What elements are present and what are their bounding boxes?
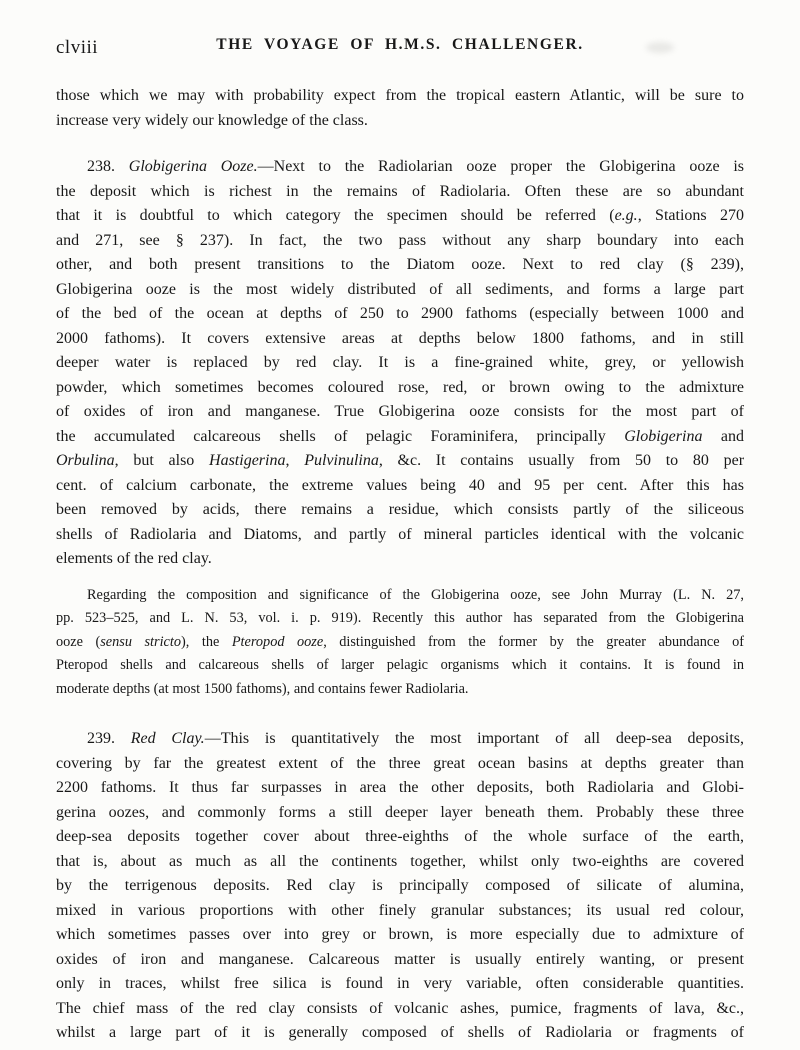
page-header bbox=[56, 36, 744, 60]
plain-text: 2000 fathoms). It covers extensive areas at depths below 1800 fathoms, and in still bbox=[56, 329, 744, 347]
plain-text: that it is doubtful to which category the specimen should be referred ( bbox=[56, 207, 615, 224]
text-line bbox=[56, 752, 744, 777]
text-line bbox=[56, 631, 744, 655]
text-line bbox=[56, 801, 744, 826]
text-line bbox=[56, 376, 744, 401]
plain-text: , bbox=[285, 452, 305, 469]
plain-text: , &c. It contains usually from 50 to 80 per bbox=[378, 452, 745, 469]
text-line bbox=[56, 997, 744, 1022]
paragraph-section bbox=[56, 155, 744, 572]
text-line bbox=[56, 899, 744, 924]
text-line bbox=[56, 523, 744, 548]
plain-text: deep-sea deposits together cover about three-eighths of the whole surface of the earth, bbox=[56, 828, 744, 845]
plain-text: moderate depths (at most 1500 fathoms), and contains fewer Radiolaria. bbox=[56, 680, 469, 697]
italic-text: e.g. bbox=[614, 207, 638, 224]
page-number: clviii bbox=[56, 37, 99, 58]
italic-text: sensu stricto bbox=[100, 633, 182, 650]
plain-text: deeper water is replaced by red clay. It is a fine-grained white, grey, or yellowish bbox=[56, 354, 744, 371]
plain-text: shells of Radiolaria and Diatoms, and partly of mineral particles identical with the volcanic bbox=[56, 525, 744, 543]
plain-text: , but also bbox=[114, 452, 210, 469]
plain-text: whilst a large part of it is generally composed of shells of Radiolaria or fragments of bbox=[56, 1024, 744, 1041]
italic-text: Pulvinulina bbox=[304, 452, 379, 469]
plain-text: elements of the red clay. bbox=[56, 550, 212, 567]
text-line bbox=[56, 253, 744, 278]
text-line bbox=[56, 607, 744, 631]
text-line bbox=[56, 351, 744, 376]
paragraph-opening bbox=[56, 84, 744, 133]
plain-text: of oxides of iron and manganese. True Globigerina ooze consists for the most part of bbox=[56, 403, 744, 420]
plain-text: The chief mass of the red clay consists of volcanic ashes, pumice, fragments of lava, &c., bbox=[56, 999, 744, 1017]
italic-text: Orbulina bbox=[56, 452, 115, 469]
plain-text: , Stations 270 bbox=[637, 207, 744, 224]
plain-text: ), the bbox=[181, 633, 232, 650]
text-line bbox=[56, 425, 744, 450]
text-line bbox=[56, 654, 744, 678]
plain-text: cent. of calcium carbonate, the extreme values being 40 and 95 per cent. After this has bbox=[56, 476, 744, 494]
text-line bbox=[56, 327, 744, 352]
plain-text: been removed by acids, there remains a residue, which consists partly of the siliceous bbox=[56, 501, 744, 518]
plain-text: increase very widely our knowledge of the class. bbox=[56, 111, 368, 129]
italic-text: Globigerina Ooze. bbox=[128, 158, 258, 175]
text-line bbox=[56, 850, 744, 875]
text-line bbox=[56, 204, 744, 229]
text-line bbox=[56, 229, 744, 254]
plain-text: that is, about as much as all the continents together, whilst only two-eighths are covered bbox=[56, 852, 744, 870]
text-line bbox=[56, 584, 744, 608]
plain-text: 238. bbox=[87, 158, 129, 175]
italic-text: Globigerina bbox=[624, 427, 703, 445]
text-block bbox=[56, 84, 744, 1046]
plain-text: those which we may with probability expect from the tropical eastern Atlantic, will be sure to bbox=[56, 87, 744, 104]
text-line bbox=[56, 278, 744, 303]
plain-text: and 271, see § 237). In fact, the two pass without any sharp boundary into each bbox=[56, 231, 744, 249]
text-line bbox=[56, 84, 744, 109]
plain-text: pp. 523–525, and L. N. 53, vol. i. p. 919). Recently this author has separated from the Globigerina bbox=[56, 610, 744, 626]
text-line bbox=[56, 923, 744, 948]
text-line bbox=[56, 972, 744, 997]
plain-text: powder, which sometimes becomes coloured rose, red, or brown owing to the admixture bbox=[56, 378, 744, 396]
paragraph-section bbox=[56, 727, 744, 1046]
plain-text: Globigerina ooze is the most widely distributed of all sediments, and forms a large part bbox=[56, 280, 744, 298]
text-line bbox=[56, 547, 744, 572]
plain-text: —Next to the Radiolarian ooze proper the Globigerina ooze is bbox=[257, 158, 745, 175]
plain-text: of the bed of the ocean at depths of 250 to 2900 fathoms (especially between 1000 and bbox=[56, 305, 744, 322]
italic-text: Hastigerina bbox=[209, 452, 286, 469]
plain-text: covering by far the greatest extent of the three great ocean basins at depths greater than bbox=[56, 754, 744, 772]
italic-text: Red Clay. bbox=[130, 730, 205, 747]
plain-text: —This is quantitatively the most important of all deep-sea deposits, bbox=[204, 730, 744, 747]
plain-text: Regarding the composition and significance of the Globigerina ooze, see John Murray (L. N. 27, bbox=[87, 586, 744, 603]
text-line bbox=[56, 727, 744, 752]
text-line bbox=[56, 1021, 744, 1046]
text-line bbox=[56, 874, 744, 899]
plain-text: only in traces, whilst free silica is found in very variable, often considerable quantities. bbox=[56, 975, 744, 992]
plain-text: Pteropod shells and calcareous shells of larger pelagic organisms which it contains. It is found in bbox=[56, 657, 744, 673]
plain-text: oxides of iron and manganese. Calcareous matter is usually entirely wanting, or present bbox=[56, 950, 744, 968]
paragraph-smallprint bbox=[56, 584, 744, 702]
text-line bbox=[56, 948, 744, 973]
text-line bbox=[56, 109, 744, 134]
plain-text: ooze ( bbox=[56, 633, 101, 650]
italic-text: Pteropod ooze bbox=[231, 633, 324, 650]
text-line bbox=[56, 302, 744, 327]
plain-text: 2200 fathoms. It thus far surpasses in area the other deposits, both Radiolaria and Globi- bbox=[56, 779, 744, 796]
text-line bbox=[56, 180, 744, 205]
plain-text: the deposit which is richest in the remains of Radiolaria. Often these are so abundant bbox=[56, 182, 744, 200]
text-line bbox=[56, 678, 744, 702]
plain-text: 239. bbox=[87, 730, 131, 747]
plain-text: and bbox=[702, 427, 744, 445]
text-line bbox=[56, 400, 744, 425]
plain-text: other, and both present transitions to the Diatom ooze. Next to red clay (§ 239), bbox=[56, 256, 744, 273]
text-line bbox=[56, 498, 744, 523]
plain-text: which sometimes passes over into grey or brown, is more especially due to admixture of bbox=[56, 926, 744, 943]
plain-text: the accumulated calcareous shells of pelagic Foraminifera, principally bbox=[56, 427, 625, 445]
plain-text: , distinguished from the former by the greater abundance of bbox=[323, 633, 744, 650]
text-line bbox=[56, 474, 744, 499]
text-line bbox=[56, 825, 744, 850]
plain-text: mixed in various proportions with other finely granular substances; its usual red colour, bbox=[56, 901, 744, 919]
text-line bbox=[56, 449, 744, 474]
plain-text: by the terrigenous deposits. Red clay is principally composed of silicate of alumina, bbox=[56, 877, 744, 894]
running-title: THE VOYAGE OF H.M.S. CHALLENGER. bbox=[216, 36, 584, 53]
plain-text: gerina oozes, and commonly forms a still deeper layer beneath them. Probably these three bbox=[56, 803, 744, 821]
text-line bbox=[56, 155, 744, 180]
text-line bbox=[56, 776, 744, 801]
